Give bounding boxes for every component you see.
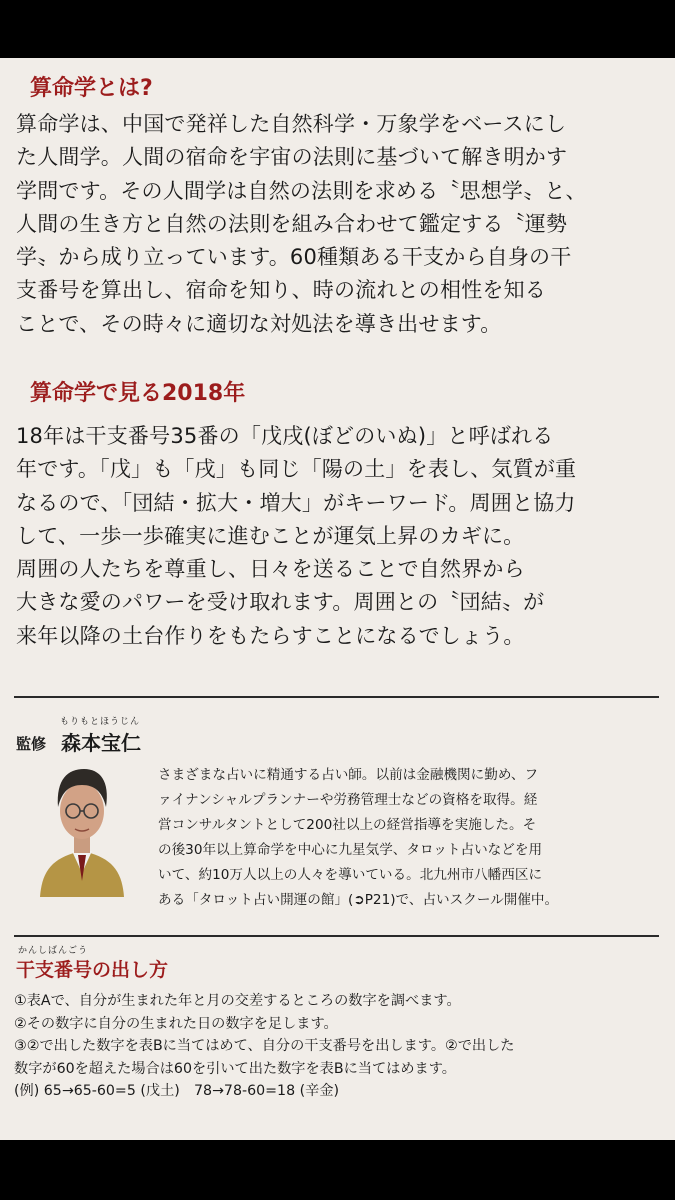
bio-line: さまざまな占いに精通する占い師。以前は金融機関に勤め、フ — [158, 767, 539, 783]
bio-line: ァイナンシャルプランナーや労務管理士などの資格を取得。経 — [158, 792, 538, 808]
howto-steps — [14, 990, 664, 1103]
example-line: (例) 65→65-60=5 (戊土) 78→78-60=18 (辛金) — [14, 1083, 340, 1099]
supervisor-name: 森本宝仁 — [61, 731, 141, 755]
supervisor-bio — [158, 763, 663, 913]
divider — [14, 935, 659, 937]
body-line: 18年は干支番号35番の「戊戌(ぼどのいぬ)」と呼ばれる — [16, 424, 554, 448]
step-line: ②その数字に自分の生まれた日の数字を足します。 — [14, 1015, 338, 1032]
step-line: ①表Aで、自分が生まれた年と月の交差するところの数字を調べます。 — [14, 993, 461, 1009]
howto-title: 干支番号の出し方 — [16, 959, 169, 981]
section-title-2018: 算命学で見る2018年 — [30, 381, 246, 406]
body-line: 大きな愛のパワーを受け取れます。周囲との〝団結〟が — [16, 590, 545, 615]
body-line: 周囲の人たちを尊重し、日々を送ることで自然界から — [16, 557, 525, 582]
howto-title-ruby: かんしばんごう — [18, 946, 89, 956]
section-body-what-is-sanmeigaku — [16, 108, 666, 341]
body-line: 算命学は、中国で発祥した自然科学・万象学をベースにし — [16, 112, 567, 136]
body-line: た人間学。人間の宿命を宇宙の法則に基づいて解き明かす — [16, 145, 568, 170]
divider — [14, 696, 659, 698]
body-line: して、一歩一歩確実に進むことが運気上昇のカギに。 — [16, 523, 525, 548]
body-line: 年です。「戊」も「戌」も同じ「陽の土」を表し、気質が重 — [16, 457, 577, 482]
supervisor-name-ruby: もりもとほうじん — [60, 717, 141, 727]
body-line: 学〟から成り立っています。60種類ある干支から自身の干 — [16, 245, 572, 270]
body-line: 学問です。その人間学は自然の法則を求める〝思想学〟と、 — [16, 178, 587, 203]
body-line: 来年以降の土台作りをもたらすことになるでしょう。 — [16, 623, 525, 648]
step-line: 数字が60を超えた場合は60を引いて出た数字を表Bに当てはめます。 — [14, 1060, 456, 1077]
supervisor-portrait — [38, 751, 126, 897]
body-line: ことで、その時々に適切な対処法を導き出せます。 — [16, 311, 502, 336]
bio-line: いて、約10万人以上の人々を導いている。北九州市八幡西区に — [158, 867, 543, 883]
bio-line: ある「タロット占い開運の館」(➲P21)で、占いスクール開催中。 — [158, 892, 559, 908]
supervisor-label: 監修 — [16, 735, 47, 753]
body-line: 人間の生き方と自然の法則を組み合わせて鑑定する〝運勢 — [16, 211, 568, 236]
body-line: なるので、「団結・拡大・増大」がキーワード。周囲と協力 — [16, 490, 576, 515]
article-page — [0, 58, 675, 1140]
section-body-2018 — [16, 420, 666, 653]
step-line: ③②で出した数字を表Bに当てはめて、自分の干支番号を出します。②で出した — [14, 1038, 515, 1054]
bio-line: の後30年以上算命学を中心に九星気学、タロット占いなどを用 — [158, 842, 543, 858]
bio-line: 営コンサルタントとして200社以上の経営指導を実施した。そ — [158, 817, 537, 833]
body-line: 支番号を算出し、宿命を知り、時の流れとの相性を知る — [16, 278, 546, 303]
section-title-what-is-sanmeigaku: 算命学とは? — [30, 76, 153, 101]
